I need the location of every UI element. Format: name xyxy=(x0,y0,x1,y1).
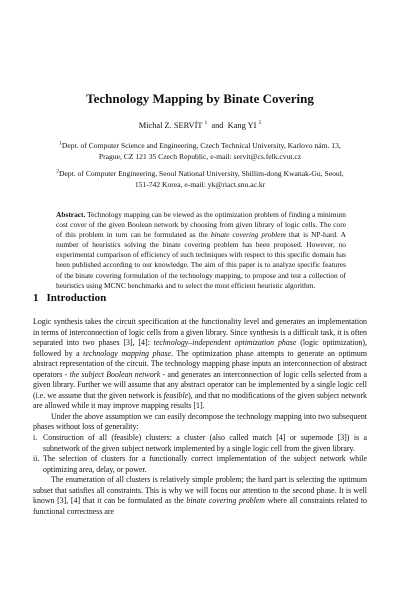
text-run: ), and that no modifications of the given subject network are allowed while it may improve mapping results [1]. xyxy=(33,390,367,411)
text-run: (logic optimization), followed by a xyxy=(33,338,367,358)
author-name: Kang YI xyxy=(227,121,257,130)
author-name: Michal Z. SERVÍT xyxy=(138,121,203,130)
paper-title: Technology Mapping by Binate Covering xyxy=(86,91,314,106)
section-number: 1 xyxy=(33,292,39,304)
affiliation-1 xyxy=(33,140,367,162)
paragraph xyxy=(33,475,367,517)
emphasis: technology–independent optimization phase xyxy=(153,338,297,348)
abstract-emphasis: binate covering problem xyxy=(210,230,286,240)
affiliation-marker: 2 xyxy=(56,168,60,175)
section-heading xyxy=(33,292,106,305)
affiliation-marker: 1 xyxy=(59,140,62,147)
affiliation-marker: 1 xyxy=(204,120,208,127)
author-line xyxy=(33,121,367,131)
text-run: - and generates an interconnection of logic cells selected from a given library. Further we will assume that any abstract operator can be implemented by a single logic cell (i.e. we assume that the given network is xyxy=(33,369,367,400)
abstract-text: that is NP-hard. A number of heuristics solving the binate covering problem has been proposed. However, no experimental comparison of efficiency of such techniques with respect to this specific domain has been published according to our knowledge. The aim of this paper is to analyze specific features of the binate covering formulation of the technology mapping, to propose and test a collection of heuristics using MCNC benchmarks and to select the most efficient heuristic algorithm. xyxy=(56,230,347,290)
body-text xyxy=(33,317,367,517)
affiliation-2 xyxy=(33,168,367,190)
list-marker: ii. xyxy=(33,454,40,464)
emphasis: feasible xyxy=(163,390,189,400)
abstract-text: Technology mapping can be viewed as the optimization problem of finding a minimum cost cover of the given Boolean network by choosing from given library of logic cells. The core of this problem in turn can be formulated as the xyxy=(56,210,346,240)
text-run: The enumeration of all clusters is relatively simple problem; the hard part is selecting the optimum subset that satisfies all constraints. This is why we will focus our attention to the second phase. It is well known [3], [4] that it can be formulated as the xyxy=(33,475,367,506)
paragraph xyxy=(33,317,367,412)
list-marker: i. xyxy=(33,433,38,443)
affiliation-marker: 2 xyxy=(258,120,262,127)
list-item-text: Construction of all (feasible) clusters: a cluster (also called match [4] or supernode [3]) is a subnetwork of the given subject network implemented by a single logic cell from the given library. xyxy=(43,433,367,453)
affiliation-line: 151-742 Korea, e-mail: yk@riact.snu.ac.kr xyxy=(134,180,266,189)
affiliation-line: Dept. of Computer Science and Engineering, Czech Technical University, Karlovo nám. 13, xyxy=(61,141,341,150)
list-item-text: The selection of clusters for a functionally correct implementation of the subject network while optimizing area, delay, or power. xyxy=(43,454,367,474)
text-run: where all constraints related to functional correctness are xyxy=(33,496,367,516)
list-item xyxy=(33,433,367,454)
emphasis: the subject Boolean network xyxy=(69,369,161,379)
affiliation-line: Dept. of Computer Engineering, Seoul National University, Shillim-dong Kwanak-Gu, Seoul, xyxy=(59,169,344,178)
abstract xyxy=(56,210,346,291)
section-title: Introduction xyxy=(46,292,107,304)
list-item xyxy=(33,454,367,475)
author-conjunction: and xyxy=(211,121,224,130)
emphasis: technology mapping phase xyxy=(83,348,171,358)
text-run: Logic synthesis takes the circuit specification at the functionality level and generates an implementation in terms of interconnection of logic cells from a given library. Since synthesis is a difficult task, it is often separated into two phases [3], [4]: xyxy=(33,317,367,348)
abstract-label: Abstract. xyxy=(56,210,86,219)
paragraph: Under the above assumption we can easily decompose the technology mapping into two subsequent phases without loss of generality: xyxy=(33,411,367,432)
emphasis: binate covering problem xyxy=(186,496,265,506)
affiliation-line: Prague, CZ 121 35 Czech Republic, e-mail: servit@cs.felk.cvut.cz xyxy=(98,152,302,161)
text-run: . The optimization phase attempts to generate an optimum abstract representation of the circuit. The technology mapping phase inputs an interconnection of abstract operators - xyxy=(33,348,367,379)
